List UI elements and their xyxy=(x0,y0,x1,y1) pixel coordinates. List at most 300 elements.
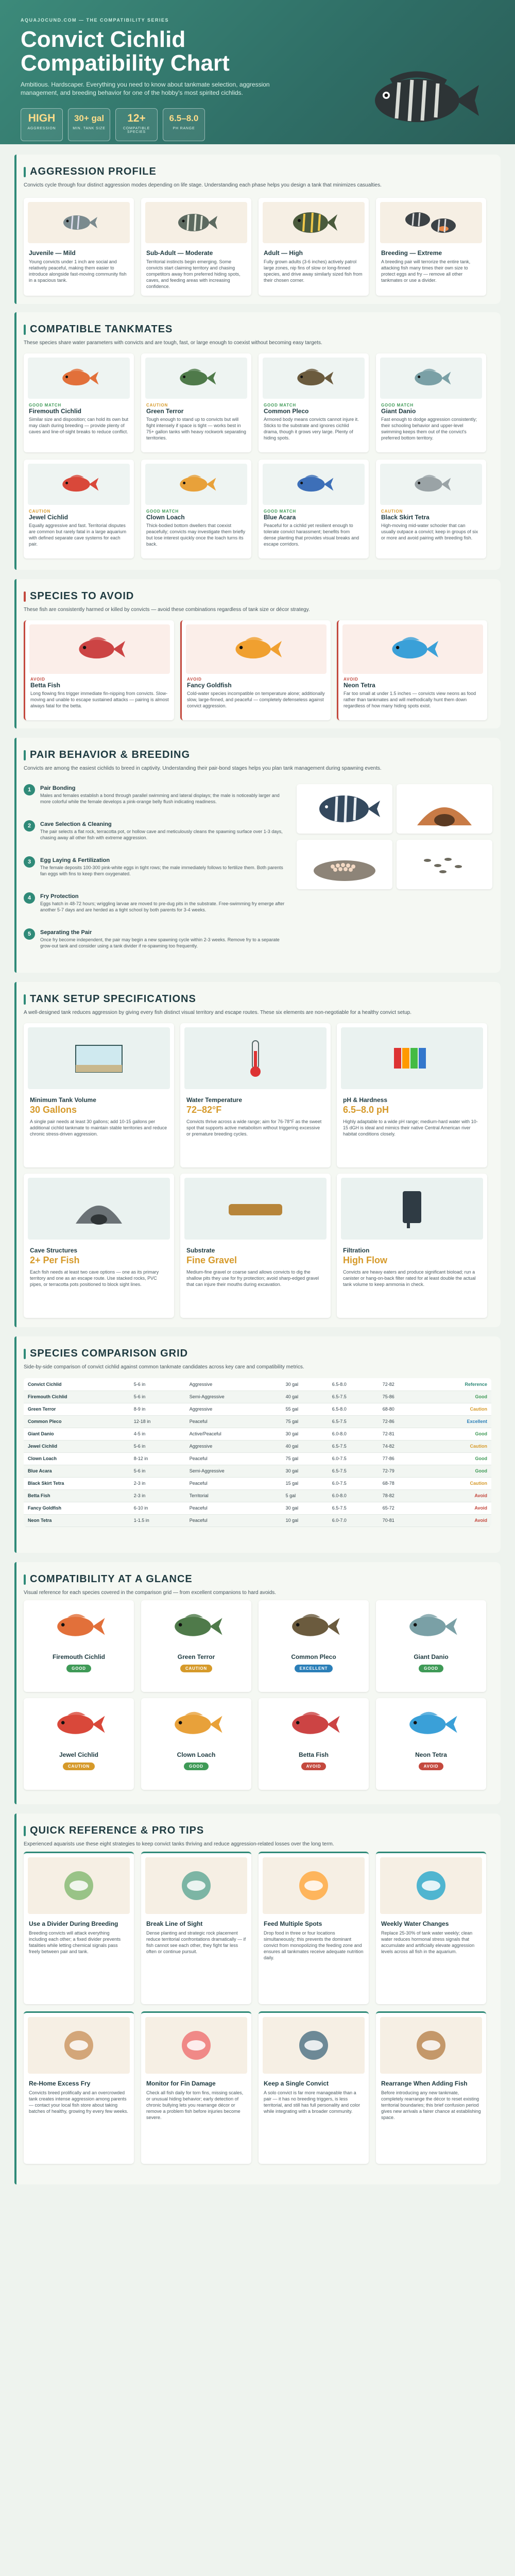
table-cell: Aggressive xyxy=(185,1378,282,1391)
table-cell: Fancy Goldfish xyxy=(24,1502,130,1514)
glance-card xyxy=(376,1600,486,1692)
table-cell: 10 gal xyxy=(282,1514,328,1527)
aggression-card xyxy=(141,198,251,296)
tip-illustration xyxy=(145,1857,247,1914)
tip-illustration xyxy=(263,2017,365,2074)
section-description: Convicts are among the easiest cichlids to breed in captivity. Understanding their pair-bond stages helps you plan tank management during spawning events. xyxy=(24,766,382,771)
table-cell: Semi-Aggressive xyxy=(185,1391,282,1403)
fish-icon xyxy=(50,1707,107,1741)
card-title: Green Terror xyxy=(177,1653,215,1660)
card-text: Tough enough to stand up to convicts but will fight intensely if space is tight — works best in 75+ gallon tanks with heavy rockwork separating territories. xyxy=(146,417,246,440)
table-cell: 30 gal xyxy=(282,1378,328,1391)
table-cell: 4-5 in xyxy=(130,1428,185,1440)
spec-card xyxy=(337,1174,487,1318)
card-title: Firemouth Cichlid xyxy=(53,1653,105,1660)
table-cell: 1-1.5 in xyxy=(130,1514,185,1527)
card-text: Similar size and disposition; can hold its own but may clash during breeding — provide plenty of caves and line-of-sight breaks to reduce conflict. xyxy=(29,417,129,434)
tip-text: Convicts breed prolifically and an overcrowded tank creates intense aggression among parents — contact your local fish store about taking batches of healthy, growing fry every few weeks. xyxy=(29,2090,128,2114)
card-text: Thick-bodied bottom dwellers that coexist peacefully; convicts may investigate them briefly but lose interest quickly once the loach turns its back. xyxy=(146,523,246,547)
table-cell: 5-6 in xyxy=(130,1391,185,1403)
step-text: Once fry become independent, the pair may begin a new spawning cycle within 2-3 weeks. Remove fry to a separate grow-out tank and consider using a tank divider if re-spawning too frequently. xyxy=(40,937,280,948)
table-cell: Reference xyxy=(423,1378,491,1391)
breeding-step xyxy=(24,820,286,853)
tip-card xyxy=(259,2011,369,2164)
tankmate-card xyxy=(259,460,369,558)
table-cell: 6.0-7.0 xyxy=(328,1514,379,1527)
card-title: Betta Fish xyxy=(30,682,61,689)
tankmate-card xyxy=(376,460,486,558)
card-title: Green Terror xyxy=(146,408,184,415)
glance-card xyxy=(141,1600,251,1692)
fish-icon xyxy=(175,365,218,391)
table-cell: Avoid xyxy=(423,1489,491,1502)
table-cell: Aggressive xyxy=(185,1403,282,1415)
spec-icon xyxy=(341,1027,483,1089)
table-cell: Peaceful xyxy=(185,1502,282,1514)
card-text: Peaceful for a cichlid yet resilient enough to tolerate convict harassment; benefits from dense planting that provides visual breaks and escape corridors. xyxy=(264,523,359,547)
fish-icon xyxy=(168,1609,225,1643)
card-title: Neon Tetra xyxy=(344,682,375,689)
table-cell: 72-79 xyxy=(379,1465,423,1477)
compat-badge: GOOD xyxy=(419,1665,443,1672)
table-cell: 65-72 xyxy=(379,1502,423,1514)
step-number: 4 xyxy=(24,892,35,904)
specs-section xyxy=(14,982,501,1327)
tip-card xyxy=(141,2011,251,2164)
card-title: Jewel Cichlid xyxy=(29,514,68,521)
compat-tag: GOOD MATCH xyxy=(29,403,61,408)
table-cell: 6.0-7.5 xyxy=(328,1452,379,1465)
card-title: Juvenile — Mild xyxy=(29,249,76,257)
avoid-card xyxy=(180,620,331,720)
compat-tag: CAUTION xyxy=(29,509,51,514)
section-title: SPECIES COMPARISON GRID xyxy=(30,1348,188,1359)
table-cell: Firemouth Cichlid xyxy=(24,1391,130,1403)
section-title: TANK SETUP SPECIFICATIONS xyxy=(30,993,196,1005)
cave-illustration xyxy=(397,784,492,834)
table-cell: Caution xyxy=(423,1403,491,1415)
section-description: Side-by-side comparison of convict cichlid against common tankmate candidates across key care and compatibility metrics. xyxy=(24,1364,304,1370)
spec-value: 6.5–8.0 pH xyxy=(343,1105,389,1115)
card-text: Long flowing fins trigger immediate fin-nipping from convicts. Slow-moving and unable to escape sustained attacks — pairing is almost always fatal for the betta. xyxy=(30,691,169,708)
card-text: A breeding pair will terrorize the entire tank, attacking fish many times their own size to protect eggs and fry — remove all other tankmates or use a divider. xyxy=(381,259,471,283)
stat-tank-size xyxy=(68,108,110,141)
stat-label: PH RANGE xyxy=(173,127,195,130)
tip-card xyxy=(24,1852,134,2004)
tip-text: Replace 25-30% of tank water weekly; clean water reduces hormonal stress signals that accumulate and artificially elevate aggression levels across all fish in the aquarium. xyxy=(381,1930,475,1954)
card-text: Cold-water species incompatible on temperature alone; additionally slow, large-finned, and peaceful — completely defenseless against convict aggression. xyxy=(187,691,325,708)
card-title: Breeding — Extreme xyxy=(381,249,442,257)
table-cell: 6.0-8.0 xyxy=(328,1489,379,1502)
compat-badge: GOOD xyxy=(66,1665,91,1672)
card-text: Far too small at under 1.5 inches — convicts view neons as food rather than tankmates and will methodically hunt them down regardless of how many hiding spots exist. xyxy=(344,691,476,708)
table-cell: 6.5-7.5 xyxy=(328,1440,379,1452)
table-cell: 77-86 xyxy=(379,1452,423,1465)
section-title: COMPATIBLE TANKMATES xyxy=(30,324,173,335)
table-cell: 72-86 xyxy=(379,1415,423,1428)
compat-tag: GOOD MATCH xyxy=(381,403,414,408)
step-title: Separating the Pair xyxy=(40,929,92,936)
card-text: High-moving mid-water schooler that can usually outpace a convict; keep in groups of six or more and avoid pairing with breeding fish. xyxy=(381,523,478,540)
table-cell: 75-86 xyxy=(379,1391,423,1403)
spec-icon xyxy=(341,1178,483,1240)
breeding-fish-image xyxy=(380,202,482,243)
tip-illustration xyxy=(28,2017,130,2074)
table-cell: Neon Tetra xyxy=(24,1514,130,1527)
fish-icon xyxy=(72,633,128,666)
aggression-card xyxy=(24,198,134,296)
breeding-step xyxy=(24,892,286,925)
card-title: Sub-Adult — Moderate xyxy=(146,249,213,257)
spec-label: Cave Structures xyxy=(30,1247,78,1254)
card-title: Black Skirt Tetra xyxy=(381,514,430,521)
spec-card xyxy=(24,1174,174,1318)
tip-title: Keep a Single Convict xyxy=(264,2080,329,2087)
table-cell: Peaceful xyxy=(185,1452,282,1465)
fish-icon xyxy=(175,471,218,497)
tip-title: Feed Multiple Spots xyxy=(264,1920,322,1927)
spec-label: Minimum Tank Volume xyxy=(30,1096,96,1104)
fish-icon xyxy=(403,1609,459,1643)
spec-text: Medium-fine gravel or coarse sand allows convicts to dig the shallow pits they use for fry protection; avoid sharp-edged gravel that can injure their mouths during excavation. xyxy=(186,1269,319,1287)
spec-value: Fine Gravel xyxy=(186,1255,237,1265)
tip-title: Monitor for Fin Damage xyxy=(146,2080,216,2087)
table-cell: 6.5-7.5 xyxy=(328,1502,379,1514)
table-cell: 5-6 in xyxy=(130,1440,185,1452)
stat-value: HIGH xyxy=(28,112,56,124)
fish-icon xyxy=(409,365,453,391)
table-cell: Good xyxy=(423,1465,491,1477)
tip-card xyxy=(141,1852,251,2004)
table-cell: Avoid xyxy=(423,1502,491,1514)
tip-title: Re-Home Excess Fry xyxy=(29,2080,91,2087)
table-cell: 5 gal xyxy=(282,1489,328,1502)
table-cell: 2-3 in xyxy=(130,1477,185,1489)
card-text: Armored body means convicts cannot injure it. Sticks to the substrate and ignores cichlid drama, though it grows very large. Plenty of hiding spots. xyxy=(264,417,359,440)
table-cell: 6.5-8.0 xyxy=(328,1403,379,1415)
aggression-card xyxy=(376,198,486,296)
tip-illustration xyxy=(380,2017,482,2074)
spec-value: High Flow xyxy=(343,1255,387,1265)
avoid-tag: AVOID xyxy=(30,677,45,682)
table-cell: Common Pleco xyxy=(24,1415,130,1428)
card-text: Territorial instincts begin emerging. Some convicts start claiming territory and chasing competitors away from preferred hiding spots, caves, and feeding areas with increasing confidence. xyxy=(146,259,241,289)
tankmates-section xyxy=(14,312,501,570)
avoid-tag: AVOID xyxy=(344,677,358,682)
hero-description: Ambitious. Hardscaper. Everything you need to know about tankmate selection, aggression management, and breeding behavior for one of the hobby's most spirited cichlids. xyxy=(21,81,270,96)
table-cell: 2-3 in xyxy=(130,1489,185,1502)
spec-icon xyxy=(28,1178,170,1240)
breeding-section xyxy=(14,738,501,973)
table-cell: Active/Peaceful xyxy=(185,1428,282,1440)
table-cell: Convict Cichlid xyxy=(24,1378,130,1391)
stat-value: 12+ xyxy=(127,112,146,124)
tip-illustration xyxy=(380,1857,482,1914)
section-description: Visual reference for each species covered in the comparison grid — from excellent companions to hard avoids. xyxy=(24,1590,277,1596)
compat-badge: GOOD xyxy=(184,1762,209,1770)
glance-card xyxy=(141,1698,251,1790)
comparison-section xyxy=(14,1336,501,1553)
section-description: Experienced aquarists use these eight strategies to keep convict tanks thriving and reduce aggression-related losses over the long term. xyxy=(24,1841,334,1847)
spec-card xyxy=(337,1023,487,1167)
juvenile-fish-image xyxy=(28,202,130,243)
card-text: Fully grown adults (3-6 inches) actively patrol large zones, nip fins of slow or long-finned species, and drive away similarly sized fish from their chosen corner. xyxy=(264,259,363,283)
table-cell: Aggressive xyxy=(185,1440,282,1452)
tip-text: Before introducing any new tankmate, completely rearrange the décor to reset existing territorial boundaries; this brief confusion period gives new arrivals a fairer chance at establishing space. xyxy=(381,2090,481,2120)
stat-label: AGGRESSION xyxy=(27,127,56,130)
table-cell: Blue Acara xyxy=(24,1465,130,1477)
hero-kicker: AQUAJOCUND.COM — THE COMPATIBILITY SERIES xyxy=(21,18,169,23)
table-cell: 72-81 xyxy=(379,1428,423,1440)
breeding-step xyxy=(24,856,286,889)
section-title: COMPATIBILITY AT A GLANCE xyxy=(30,1573,193,1585)
tip-text: Dense planting and strategic rock placement reduce territorial confrontations dramatically — if fish cannot see each other, they fight far less often or continue pursuit. xyxy=(146,1930,246,1954)
section-title: SPECIES TO AVOID xyxy=(30,590,134,602)
table-cell: 68-78 xyxy=(379,1477,423,1489)
card-title: Common Pleco xyxy=(264,408,309,415)
fish-icon xyxy=(285,1707,342,1741)
table-cell: 68-80 xyxy=(379,1403,423,1415)
table-cell: 6.5-7.5 xyxy=(328,1391,379,1403)
table-cell: 8-12 in xyxy=(130,1452,185,1465)
stat-aggression xyxy=(21,108,63,141)
table-cell: Giant Danio xyxy=(24,1428,130,1440)
tip-text: Check all fish daily for torn fins, missing scales, or unusual hiding behavior; early detection of chronic bullying lets you rearrange décor or remove a problem fish before injuries become severe. xyxy=(146,2090,244,2120)
compat-tag: GOOD MATCH xyxy=(264,403,296,408)
table-cell: Good xyxy=(423,1452,491,1465)
fish-icon xyxy=(292,365,335,391)
table-cell: Excellent xyxy=(423,1415,491,1428)
aggression-card xyxy=(259,198,369,296)
section-description: A well-designed tank reduces aggression by giving every fish distinct visual territory and escape routes. These six elements are non-negotiable for a healthy convict setup. xyxy=(24,1010,412,1015)
comparison-table-wrap xyxy=(24,1378,491,1527)
table-cell: 6.0-7.5 xyxy=(328,1477,379,1489)
card-title: Giant Danio xyxy=(414,1653,449,1660)
table-cell: 6.5-7.5 xyxy=(328,1465,379,1477)
compat-tag: GOOD MATCH xyxy=(146,509,179,514)
aggression-section xyxy=(14,155,501,304)
spec-label: Filtration xyxy=(343,1247,370,1254)
step-text: The female deposits 100-300 pink-white eggs in tight rows; the male immediately follows to fertilize them. Both parents fan eggs with fins to keep them oxygenated. xyxy=(40,865,283,876)
sub-adult-fish-image xyxy=(145,202,247,243)
spec-card xyxy=(24,1023,174,1167)
table-row xyxy=(24,1514,491,1527)
spec-label: Substrate xyxy=(186,1247,215,1254)
card-title: Giant Danio xyxy=(381,408,416,415)
table-cell: Peaceful xyxy=(185,1477,282,1489)
table-cell: Caution xyxy=(423,1477,491,1489)
tip-card xyxy=(259,1852,369,2004)
table-cell: 75 gal xyxy=(282,1415,328,1428)
tankmate-card xyxy=(259,353,369,452)
glance-card xyxy=(259,1698,369,1790)
tankmate-card xyxy=(376,353,486,452)
convict-cichlid-illustration xyxy=(355,62,484,139)
card-title: Adult — High xyxy=(264,249,303,257)
tip-title: Use a Divider During Breeding xyxy=(29,1920,118,1927)
table-cell: Peaceful xyxy=(185,1514,282,1527)
table-cell: 30 gal xyxy=(282,1465,328,1477)
step-title: Cave Selection & Cleaning xyxy=(40,821,112,827)
spec-text: Convicts are heavy eaters and produce significant bioload; run a canister or hang-on-back filter rated for at least double the actual tank volume to keep ammonia in check. xyxy=(343,1269,476,1287)
stat-value: 30+ gal xyxy=(74,113,105,123)
card-title: Blue Acara xyxy=(264,514,296,521)
table-row xyxy=(24,1489,491,1502)
tip-card xyxy=(24,2011,134,2164)
avoid-card xyxy=(24,620,174,720)
stat-label: MIN. TANK SIZE xyxy=(73,127,106,130)
tip-illustration xyxy=(145,2017,247,2074)
table-cell: Peaceful xyxy=(185,1415,282,1428)
step-title: Egg Laying & Fertilization xyxy=(40,857,110,863)
stat-species xyxy=(115,108,158,141)
table-cell: 12-18 in xyxy=(130,1415,185,1428)
fish-icon xyxy=(385,633,441,666)
hero-banner xyxy=(0,0,515,144)
breeding-step xyxy=(24,784,286,817)
step-number: 5 xyxy=(24,928,35,940)
spec-text: Highly adaptable to a wide pH range; medium-hard water with 10-15 dGH is ideal and mimics their native Central American river habitat conditions closely. xyxy=(343,1119,478,1137)
table-cell: Avoid xyxy=(423,1514,491,1527)
spec-value: 30 Gallons xyxy=(30,1105,77,1115)
card-title: Neon Tetra xyxy=(415,1751,447,1758)
tip-card xyxy=(376,2011,486,2164)
table-row xyxy=(24,1415,491,1428)
card-title: Fancy Goldfish xyxy=(187,682,232,689)
spec-text: A single pair needs at least 30 gallons; add 10-15 gallons per additional cichlid tankmate to maintain stable territories and reduce chronic stress-driven aggression. xyxy=(30,1119,167,1137)
table-row xyxy=(24,1403,491,1415)
section-description: These species share water parameters with convicts and are tough, fast, or large enough to coexist without becoming easy targets. xyxy=(24,340,322,346)
comparison-table xyxy=(24,1378,491,1527)
compat-tag: GOOD MATCH xyxy=(264,509,296,514)
card-title: Firemouth Cichlid xyxy=(29,408,81,415)
table-cell: 6.5-7.5 xyxy=(328,1415,379,1428)
stat-ph xyxy=(163,108,205,141)
table-cell: 6.5-8.0 xyxy=(328,1378,379,1391)
tips-section xyxy=(14,1814,501,2184)
table-cell: 72-82 xyxy=(379,1378,423,1391)
spec-value: 2+ Per Fish xyxy=(30,1255,80,1265)
tip-illustration xyxy=(28,1857,130,1914)
table-cell: 70-81 xyxy=(379,1514,423,1527)
avoid-card xyxy=(337,620,487,720)
card-title: Clown Loach xyxy=(177,1751,216,1758)
tip-title: Rearrange When Adding Fish xyxy=(381,2080,468,2087)
spec-text: Convicts thrive across a wide range; aim for 76-78°F as the sweet spot that supports active metabolism without triggering excessive or premature breeding cycles. xyxy=(186,1119,322,1137)
tip-card xyxy=(376,1852,486,2004)
table-cell: Territorial xyxy=(185,1489,282,1502)
hero-title-line1: Convict Cichlid xyxy=(21,27,186,52)
fish-icon xyxy=(292,471,335,497)
table-cell: Betta Fish xyxy=(24,1489,130,1502)
tip-text: Drop food in three or four locations simultaneously; this prevents the dominant convict from monopolizing the feeding zone and ensures all tankmates receive adequate nutrition daily. xyxy=(264,1930,364,1960)
card-title: Betta Fish xyxy=(298,1751,329,1758)
fish-icon xyxy=(168,1707,225,1741)
table-cell: Clown Loach xyxy=(24,1452,130,1465)
eggs-illustration xyxy=(297,840,392,889)
spec-card xyxy=(180,1023,331,1167)
table-row xyxy=(24,1378,491,1391)
fry-illustration xyxy=(397,840,492,889)
tankmate-card xyxy=(141,460,251,558)
table-cell: 78-82 xyxy=(379,1489,423,1502)
spec-label: Water Temperature xyxy=(186,1096,243,1104)
section-title: AGGRESSION PROFILE xyxy=(30,166,157,177)
table-cell: 40 gal xyxy=(282,1440,328,1452)
table-cell: 5-6 in xyxy=(130,1378,185,1391)
card-text: Equally aggressive and fast. Territorial disputes are common but rarely fatal in a large aquarium with defined separate cave systems for each pair. xyxy=(29,523,127,547)
table-cell: 6-10 in xyxy=(130,1502,185,1514)
card-text: Young convicts under 1 inch are social and relatively peaceful, making them easier to introduce alongside fast-moving community fish in a spacious tank. xyxy=(29,259,127,283)
fish-icon xyxy=(50,1609,107,1643)
table-cell: Good xyxy=(423,1428,491,1440)
table-cell: 30 gal xyxy=(282,1502,328,1514)
section-description: These fish are consistently harmed or killed by convicts — avoid these combinations regardless of tank size or décor strategy. xyxy=(24,607,310,613)
compat-badge: AVOID xyxy=(419,1762,444,1770)
card-title: Common Pleco xyxy=(291,1653,336,1660)
pair-illustration xyxy=(297,784,392,834)
fish-icon xyxy=(57,471,100,497)
compat-badge: EXCELLENT xyxy=(295,1665,333,1672)
table-cell: 30 gal xyxy=(282,1428,328,1440)
glance-card xyxy=(24,1600,134,1692)
spec-icon xyxy=(184,1178,327,1240)
stat-label: COMPATIBLE SPECIES xyxy=(123,127,150,134)
table-cell: Green Terror xyxy=(24,1403,130,1415)
tip-text: A solo convict is far more manageable than a pair — it has no breeding triggers, is less territorial, and still has full personality and color while integrating with a broader community. xyxy=(264,2090,360,2114)
fish-icon xyxy=(285,1609,342,1643)
fish-icon xyxy=(228,633,285,666)
fish-icon xyxy=(409,471,453,497)
table-cell: 5-6 in xyxy=(130,1465,185,1477)
card-title: Jewel Cichlid xyxy=(59,1751,99,1758)
table-cell: Black Skirt Tetra xyxy=(24,1477,130,1489)
table-row xyxy=(24,1391,491,1403)
breeding-illustrations xyxy=(297,784,492,959)
tip-title: Break Line of Sight xyxy=(146,1920,203,1927)
step-number: 2 xyxy=(24,820,35,832)
step-number: 1 xyxy=(24,784,35,795)
table-row xyxy=(24,1465,491,1477)
tip-title: Weekly Water Changes xyxy=(381,1920,449,1927)
step-title: Fry Protection xyxy=(40,893,79,900)
table-cell: 74-82 xyxy=(379,1440,423,1452)
spec-label: pH & Hardness xyxy=(343,1096,388,1104)
tankmate-card xyxy=(24,353,134,452)
table-row xyxy=(24,1428,491,1440)
glance-section xyxy=(14,1562,501,1804)
avoid-tag: AVOID xyxy=(187,677,202,682)
table-cell: 75 gal xyxy=(282,1452,328,1465)
fish-icon xyxy=(57,365,100,391)
fish-icon xyxy=(403,1707,459,1741)
breeding-step xyxy=(24,928,286,961)
card-text: Fast enough to dodge aggression consistently; their schooling behavior and upper-level swimming keeps them out of the convict's preferred bottom territory. xyxy=(381,417,477,440)
step-title: Pair Bonding xyxy=(40,785,76,791)
table-cell: Caution xyxy=(423,1440,491,1452)
table-row xyxy=(24,1502,491,1514)
tankmate-card xyxy=(141,353,251,452)
table-cell: 40 gal xyxy=(282,1391,328,1403)
table-cell: Jewel Cichlid xyxy=(24,1440,130,1452)
glance-card xyxy=(24,1698,134,1790)
section-description: Convicts cycle through four distinct aggression modes depending on life stage. Understanding each phase helps you design a tank that minimizes casualties. xyxy=(24,182,382,188)
section-title: QUICK REFERENCE & PRO TIPS xyxy=(30,1825,204,1836)
spec-icon xyxy=(184,1027,327,1089)
step-text: The pair selects a flat rock, terracotta pot, or hollow cave and meticulously cleans the spawning surface over 1-3 days, chasing away all other fish with extreme aggression. xyxy=(40,829,283,840)
spec-icon xyxy=(28,1027,170,1089)
spec-text: Each fish needs at least two cave options — one as its primary territory and one as an escape route. Use stacked rocks, PVC pipes, or terracotta pots positioned to block sight lines. xyxy=(30,1269,159,1287)
